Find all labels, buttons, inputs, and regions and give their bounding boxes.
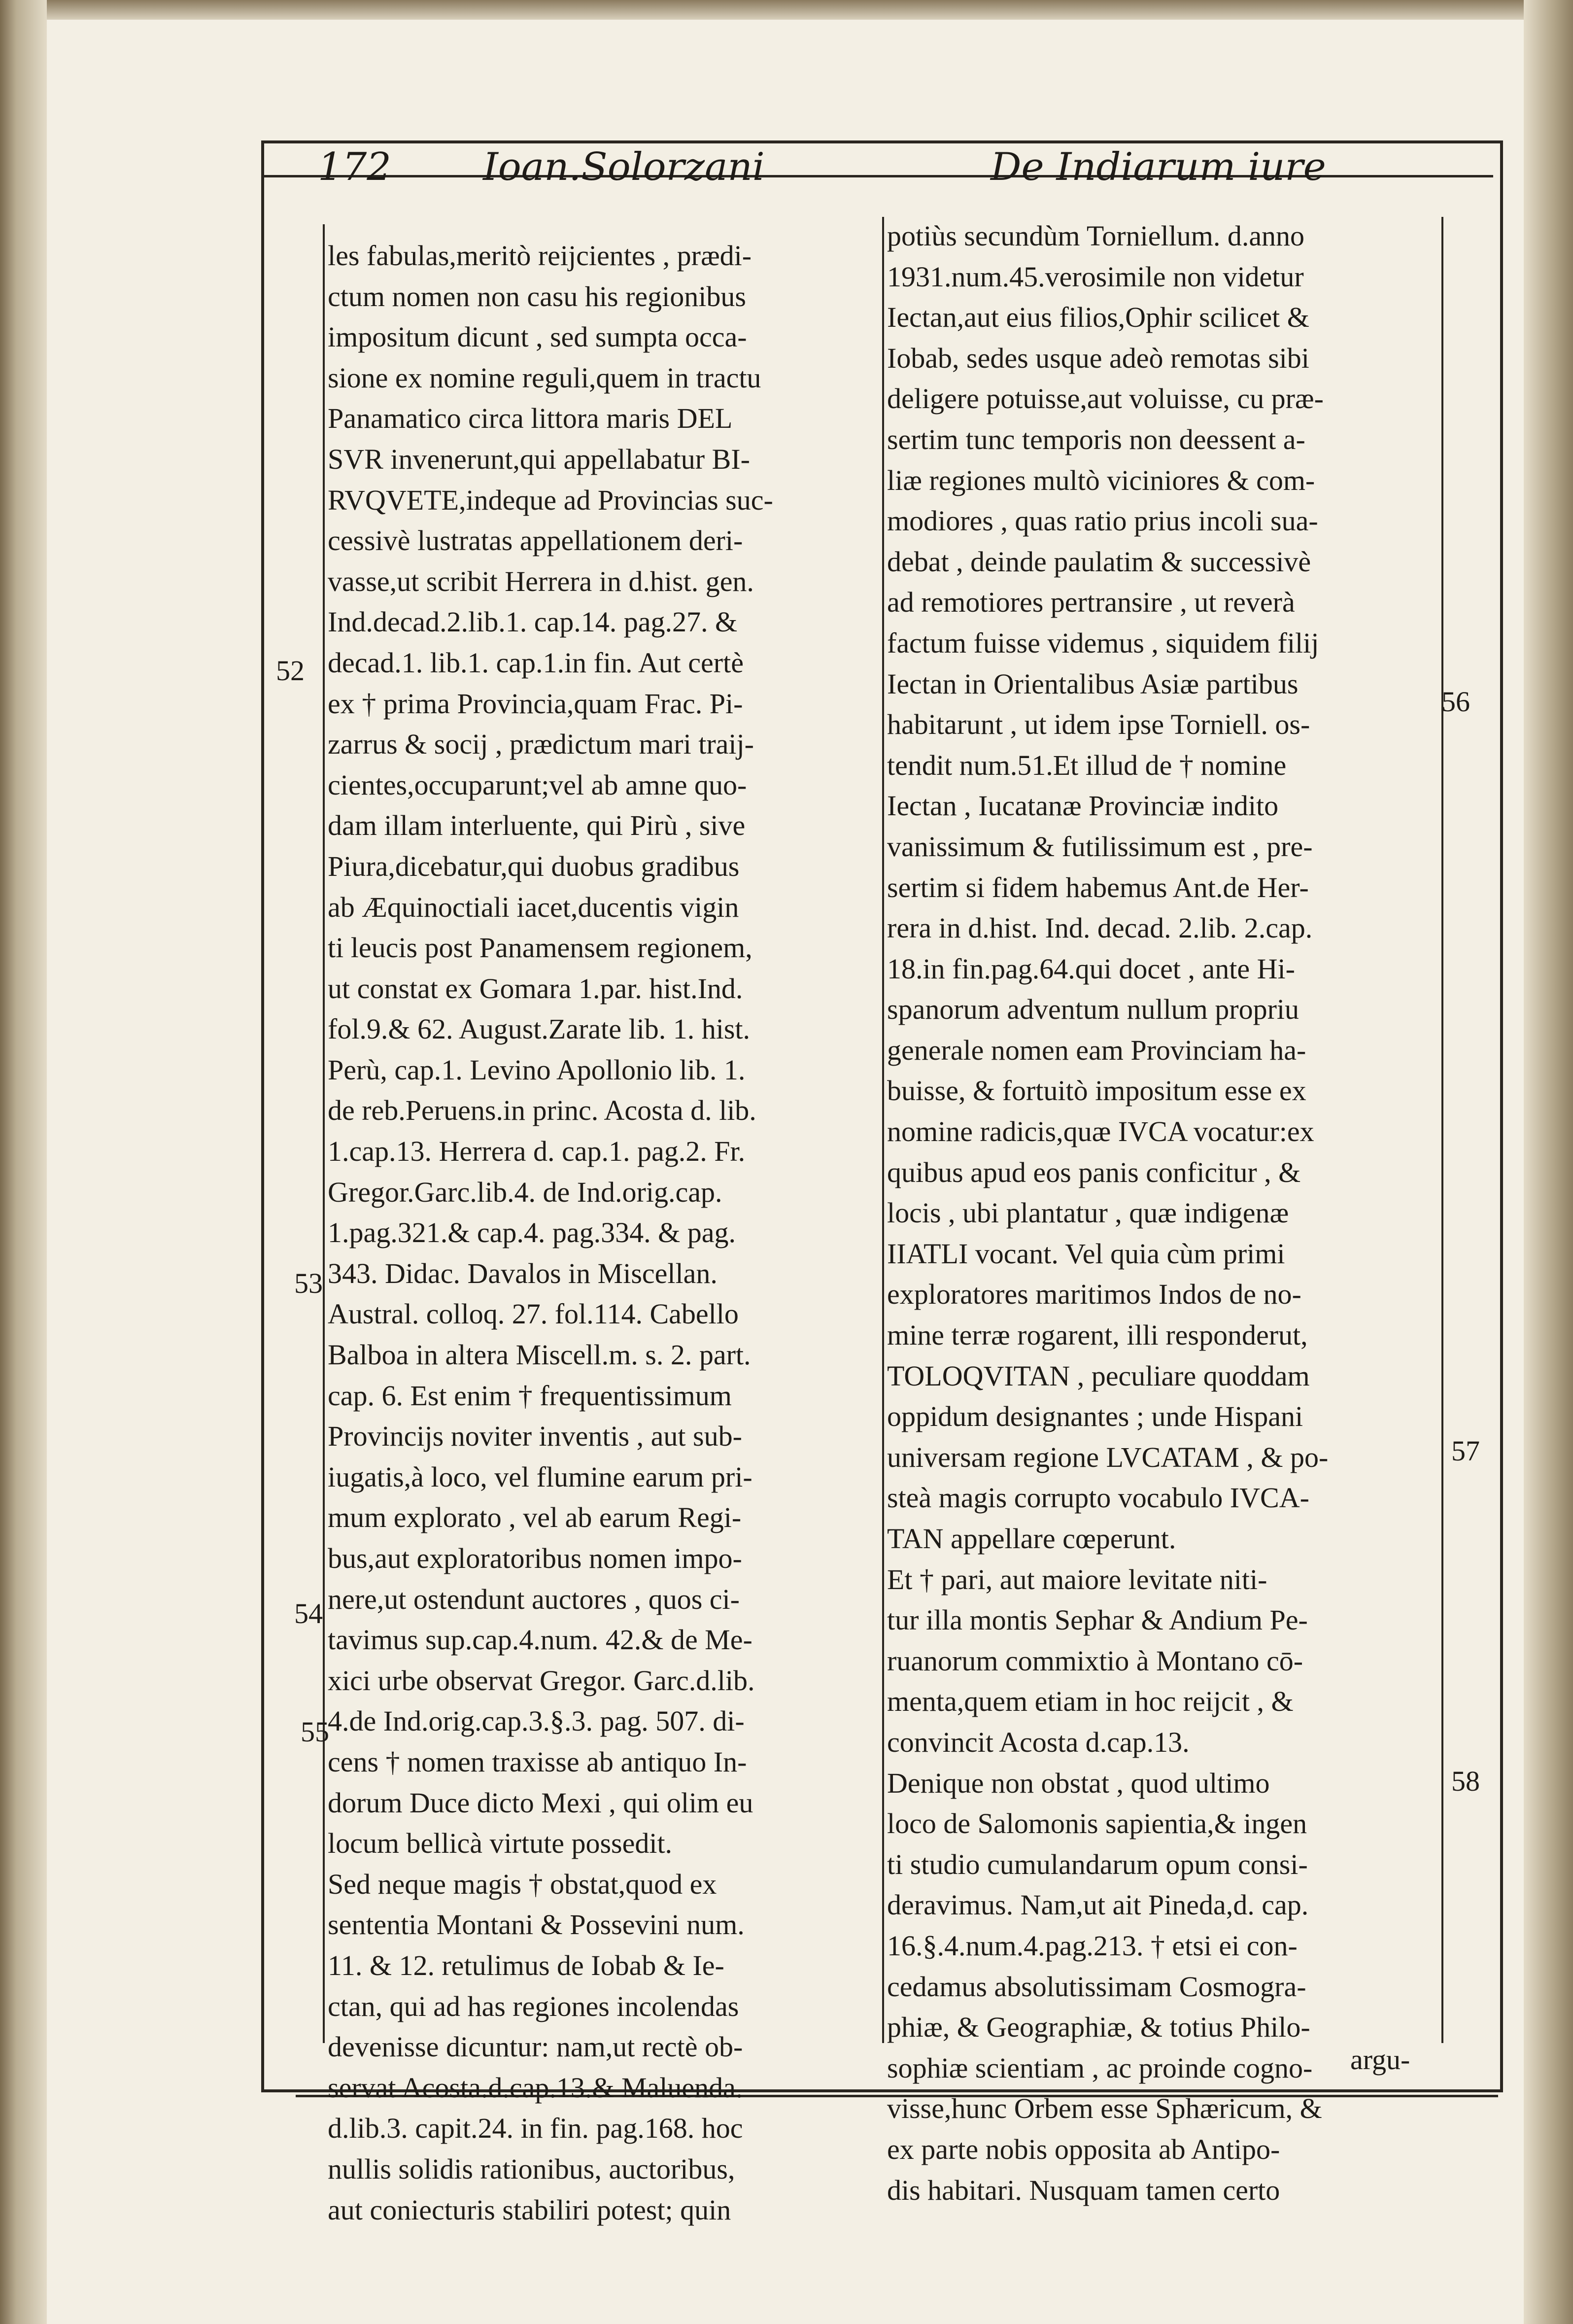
text-line: vanissimum & futilissimum est , pre-	[887, 830, 1313, 863]
text-line: nomine radicis,quæ IVCA vocatur:ex	[887, 1115, 1314, 1148]
text-line: phiæ, & Geographiæ, & totius Philo-	[887, 2011, 1310, 2044]
text-line: habitarunt , ut idem ipse Torniell. os-	[887, 708, 1310, 741]
text-line: 11. & 12. retulimus de Iobab & Ie-	[328, 1949, 724, 1981]
text-line: cens † nomen traxisse ab antiquo In-	[328, 1745, 747, 1778]
text-line: TOLOQVITAN , peculiare quoddam	[887, 1359, 1310, 1392]
text-line: 1931.num.45.verosimile non videtur	[887, 260, 1304, 293]
text-line: bus,aut exploratoribus nomen impo-	[328, 1542, 742, 1574]
text-line: deravimus. Nam,ut ait Pineda,d. cap.	[887, 1889, 1309, 1921]
margin-number-53: 53	[294, 1267, 323, 1299]
text-line: Ind.decad.2.lib.1. cap.14. pag.27. &	[328, 606, 738, 638]
text-line: Panamatico circa littora maris DEL	[328, 402, 733, 435]
text-line: Gregor.Garc.lib.4. de Ind.orig.cap.	[328, 1176, 722, 1208]
text-line: iugatis,à loco, vel flumine earum pri-	[328, 1460, 752, 1493]
text-line: Iobab, sedes usque adeò remotas sibi	[887, 342, 1309, 374]
margin-number-57: 57	[1451, 1435, 1480, 1467]
text-line: locum bellicà virtute possedit.	[328, 1827, 673, 1860]
text-line: convincit Acosta d.cap.13.	[887, 1726, 1190, 1758]
text-line: nere,ut ostendunt auctores , quos ci-	[328, 1583, 740, 1615]
text-line: xici urbe observat Gregor. Garc.d.lib.	[328, 1664, 755, 1697]
text-line: decad.1. lib.1. cap.1.in fin. Aut certè	[328, 646, 744, 679]
text-line: ex † prima Provincia,quam Frac. Pi-	[328, 687, 743, 720]
text-line: dorum Duce dicto Mexi , qui olim eu	[328, 1786, 753, 1819]
margin-number-54: 54	[294, 1597, 323, 1630]
text-line: Denique non obstat , quod ultimo	[887, 1767, 1270, 1799]
text-line: ti studio cumulandarum opum consi-	[887, 1848, 1308, 1880]
text-line: sententia Montani & Possevini num.	[328, 1908, 745, 1941]
text-line: generale nomen eam Provinciam ha-	[887, 1034, 1306, 1066]
text-line: zarrus & socij , prædictum mari traij-	[328, 728, 754, 761]
text-line: tur illa montis Sephar & Andium Pe-	[887, 1604, 1308, 1636]
text-line: TAN appellare cœperunt.	[887, 1523, 1176, 1555]
text-line: Et † pari, aut maiore levitate niti-	[887, 1563, 1267, 1596]
page-number: 172	[318, 145, 391, 189]
text-line: locis , ubi plantatur , quæ indigenæ	[887, 1197, 1289, 1229]
text-line: impositum dicunt , sed sumpta occa-	[328, 321, 747, 353]
text-line: visse,hunc Orbem esse Sphæricum, &	[887, 2092, 1322, 2125]
text-line: Sed neque magis † obstat,quod ex	[328, 1868, 717, 1900]
text-line: cap. 6. Est enim † frequentissimum	[328, 1379, 732, 1412]
text-line: oppidum designantes ; unde Hispani	[887, 1400, 1303, 1433]
page-top-edge	[47, 0, 1525, 20]
text-line: les fabulas,meritò reijcientes , prædi-	[328, 240, 752, 272]
page-fore-edge	[1524, 0, 1573, 2324]
text-line: steà magis corrupto vocabulo IVCA-	[887, 1482, 1309, 1514]
running-head-title: De Indiarum iure	[991, 145, 1326, 189]
text-line: cientes,occuparunt;vel ab amne quo-	[328, 768, 747, 801]
catchword: argu-	[1350, 2044, 1410, 2076]
text-line: ctum nomen non casu his regionibus	[328, 280, 746, 312]
text-line: devenisse dicuntur: nam,ut rectè ob-	[328, 2031, 743, 2063]
text-line: sophiæ scientiam , ac proinde cogno-	[887, 2051, 1313, 2084]
text-line: ut constat ex Gomara 1.par. hist.Ind.	[328, 972, 743, 1005]
running-head-author: Ioan.Solorzani	[483, 145, 765, 189]
text-line: rera in d.hist. Ind. decad. 2.lib. 2.cap.	[887, 912, 1313, 944]
book-binding-edge	[0, 0, 47, 2324]
right-text-column	[887, 216, 1439, 2211]
text-line: mum explorato , vel ab earum Regi-	[328, 1501, 742, 1534]
margin-number-56: 56	[1441, 686, 1470, 718]
text-line: servat Acosta.d.cap.13.& Maluenda.	[328, 2071, 743, 2104]
text-line: mine terræ rogarent, illi responderut,	[887, 1319, 1308, 1352]
text-line: Perù, cap.1. Levino Apollonio lib. 1.	[328, 1053, 746, 1086]
margin-number-52: 52	[276, 655, 305, 687]
text-line: deligere potuisse,aut voluisse, cu præ-	[887, 382, 1324, 415]
text-line: IIATLI vocant. Vel quia cùm primi	[887, 1237, 1285, 1270]
text-line: cessivè lustratas appellationem deri-	[328, 524, 743, 557]
text-line: sertim tunc temporis non deessent a-	[887, 423, 1305, 455]
text-line: Piura,dicebatur,qui duobus gradibus	[328, 850, 740, 882]
text-line: Iectan in Orientalibus Asiæ partibus	[887, 667, 1299, 700]
text-line: ab Æquinoctiali iacet,ducentis vigin	[328, 891, 739, 923]
text-line: 18.in fin.pag.64.qui docet , ante Hi-	[887, 952, 1295, 985]
text-line: ctan, qui ad has regiones incolendas	[328, 1990, 739, 2022]
text-line: quibus apud eos panis conficitur , &	[887, 1156, 1301, 1188]
text-line: sertim si fidem habemus Ant.de Her-	[887, 871, 1309, 903]
text-line: 16.§.4.num.4.pag.213. † etsi ei con-	[887, 1929, 1298, 1962]
left-column-rule	[323, 224, 325, 2043]
text-line: tavimus sup.cap.4.num. 42.& de Me-	[328, 1624, 752, 1656]
margin-number-55: 55	[301, 1716, 329, 1748]
text-line: d.lib.3. capit.24. in fin. pag.168. hoc	[328, 2112, 743, 2145]
text-line: vasse,ut scribit Herrera in d.hist. gen.	[328, 565, 754, 597]
text-line: Austral. colloq. 27. fol.114. Cabello	[328, 1298, 739, 1330]
text-line: 1.pag.321.& cap.4. pag.334. & pag.	[328, 1216, 736, 1249]
text-line: 343. Didac. Davalos in Miscellan.	[328, 1257, 718, 1289]
text-line: aut coniecturis stabiliri potest; quin	[328, 2193, 731, 2226]
text-line: spanorum adventum nullum propriu	[887, 993, 1299, 1026]
text-line: fol.9.& 62. August.Zarate lib. 1. hist.	[328, 1013, 751, 1045]
text-line: menta,quem etiam in hoc reijcit , &	[887, 1685, 1294, 1718]
text-line: debat , deinde paulatim & successivè	[887, 545, 1311, 578]
text-line: loco de Salomonis sapientia,& ingen	[887, 1807, 1307, 1840]
text-line: 4.de Ind.orig.cap.3.§.3. pag. 507. di-	[328, 1705, 745, 1737]
text-line: potiùs secundùm Torniellum. d.anno	[887, 220, 1305, 252]
text-line: de reb.Peruens.in princ. Acosta d. lib.	[328, 1094, 756, 1127]
text-line: modiores , quas ratio prius incoli sua-	[887, 505, 1318, 537]
text-line: liæ regiones multò viciniores & com-	[887, 464, 1315, 496]
margin-number-58: 58	[1451, 1765, 1480, 1797]
text-line: dam illam interluente, qui Pirù , sive	[328, 809, 746, 842]
text-line: Provincijs noviter inventis , aut sub-	[328, 1420, 742, 1453]
text-line: SVR invenerunt,qui appellabatur BI-	[328, 443, 750, 475]
text-line: factum fuisse videmus , siquidem filij	[887, 626, 1319, 659]
text-line: ti leucis post Panamensem regionem,	[328, 932, 752, 964]
text-line: ex parte nobis opposita ab Antipo-	[887, 2133, 1280, 2165]
text-line: tendit num.51.Et illud de † nomine	[887, 749, 1287, 781]
text-line: exploratores maritimos Indos de no-	[887, 1278, 1301, 1311]
text-line: RVQVETE,indeque ad Provincias suc-	[328, 484, 773, 516]
right-column-rule	[1441, 217, 1443, 2043]
text-line: sione ex nomine reguli,quem in tractu	[328, 361, 761, 394]
text-line: 1.cap.13. Herrera d. cap.1. pag.2. Fr.	[328, 1135, 746, 1168]
text-line: Iectan,aut eius filios,Ophir scilicet &	[887, 301, 1309, 334]
text-line: Iectan , Iucatanæ Provinciæ indito	[887, 790, 1279, 822]
left-text-column	[328, 236, 877, 2230]
text-line: nullis solidis rationibus, auctoribus,	[328, 2152, 735, 2185]
text-line: ad remotiores pertransire , ut reverà	[887, 586, 1295, 619]
text-line: ruanorum commixtio à Montano cō-	[887, 1644, 1303, 1677]
center-column-rule	[882, 217, 884, 2043]
text-line: cedamus absolutissimam Cosmogra-	[887, 1970, 1306, 2003]
text-line: Balboa in altera Miscell.m. s. 2. part.	[328, 1339, 751, 1371]
text-line: universam regione LVCATAM , & po-	[887, 1441, 1329, 1473]
text-line: buisse, & fortuitò impositum esse ex	[887, 1075, 1306, 1107]
text-line: dis habitari. Nusquam tamen certo	[887, 2174, 1280, 2206]
